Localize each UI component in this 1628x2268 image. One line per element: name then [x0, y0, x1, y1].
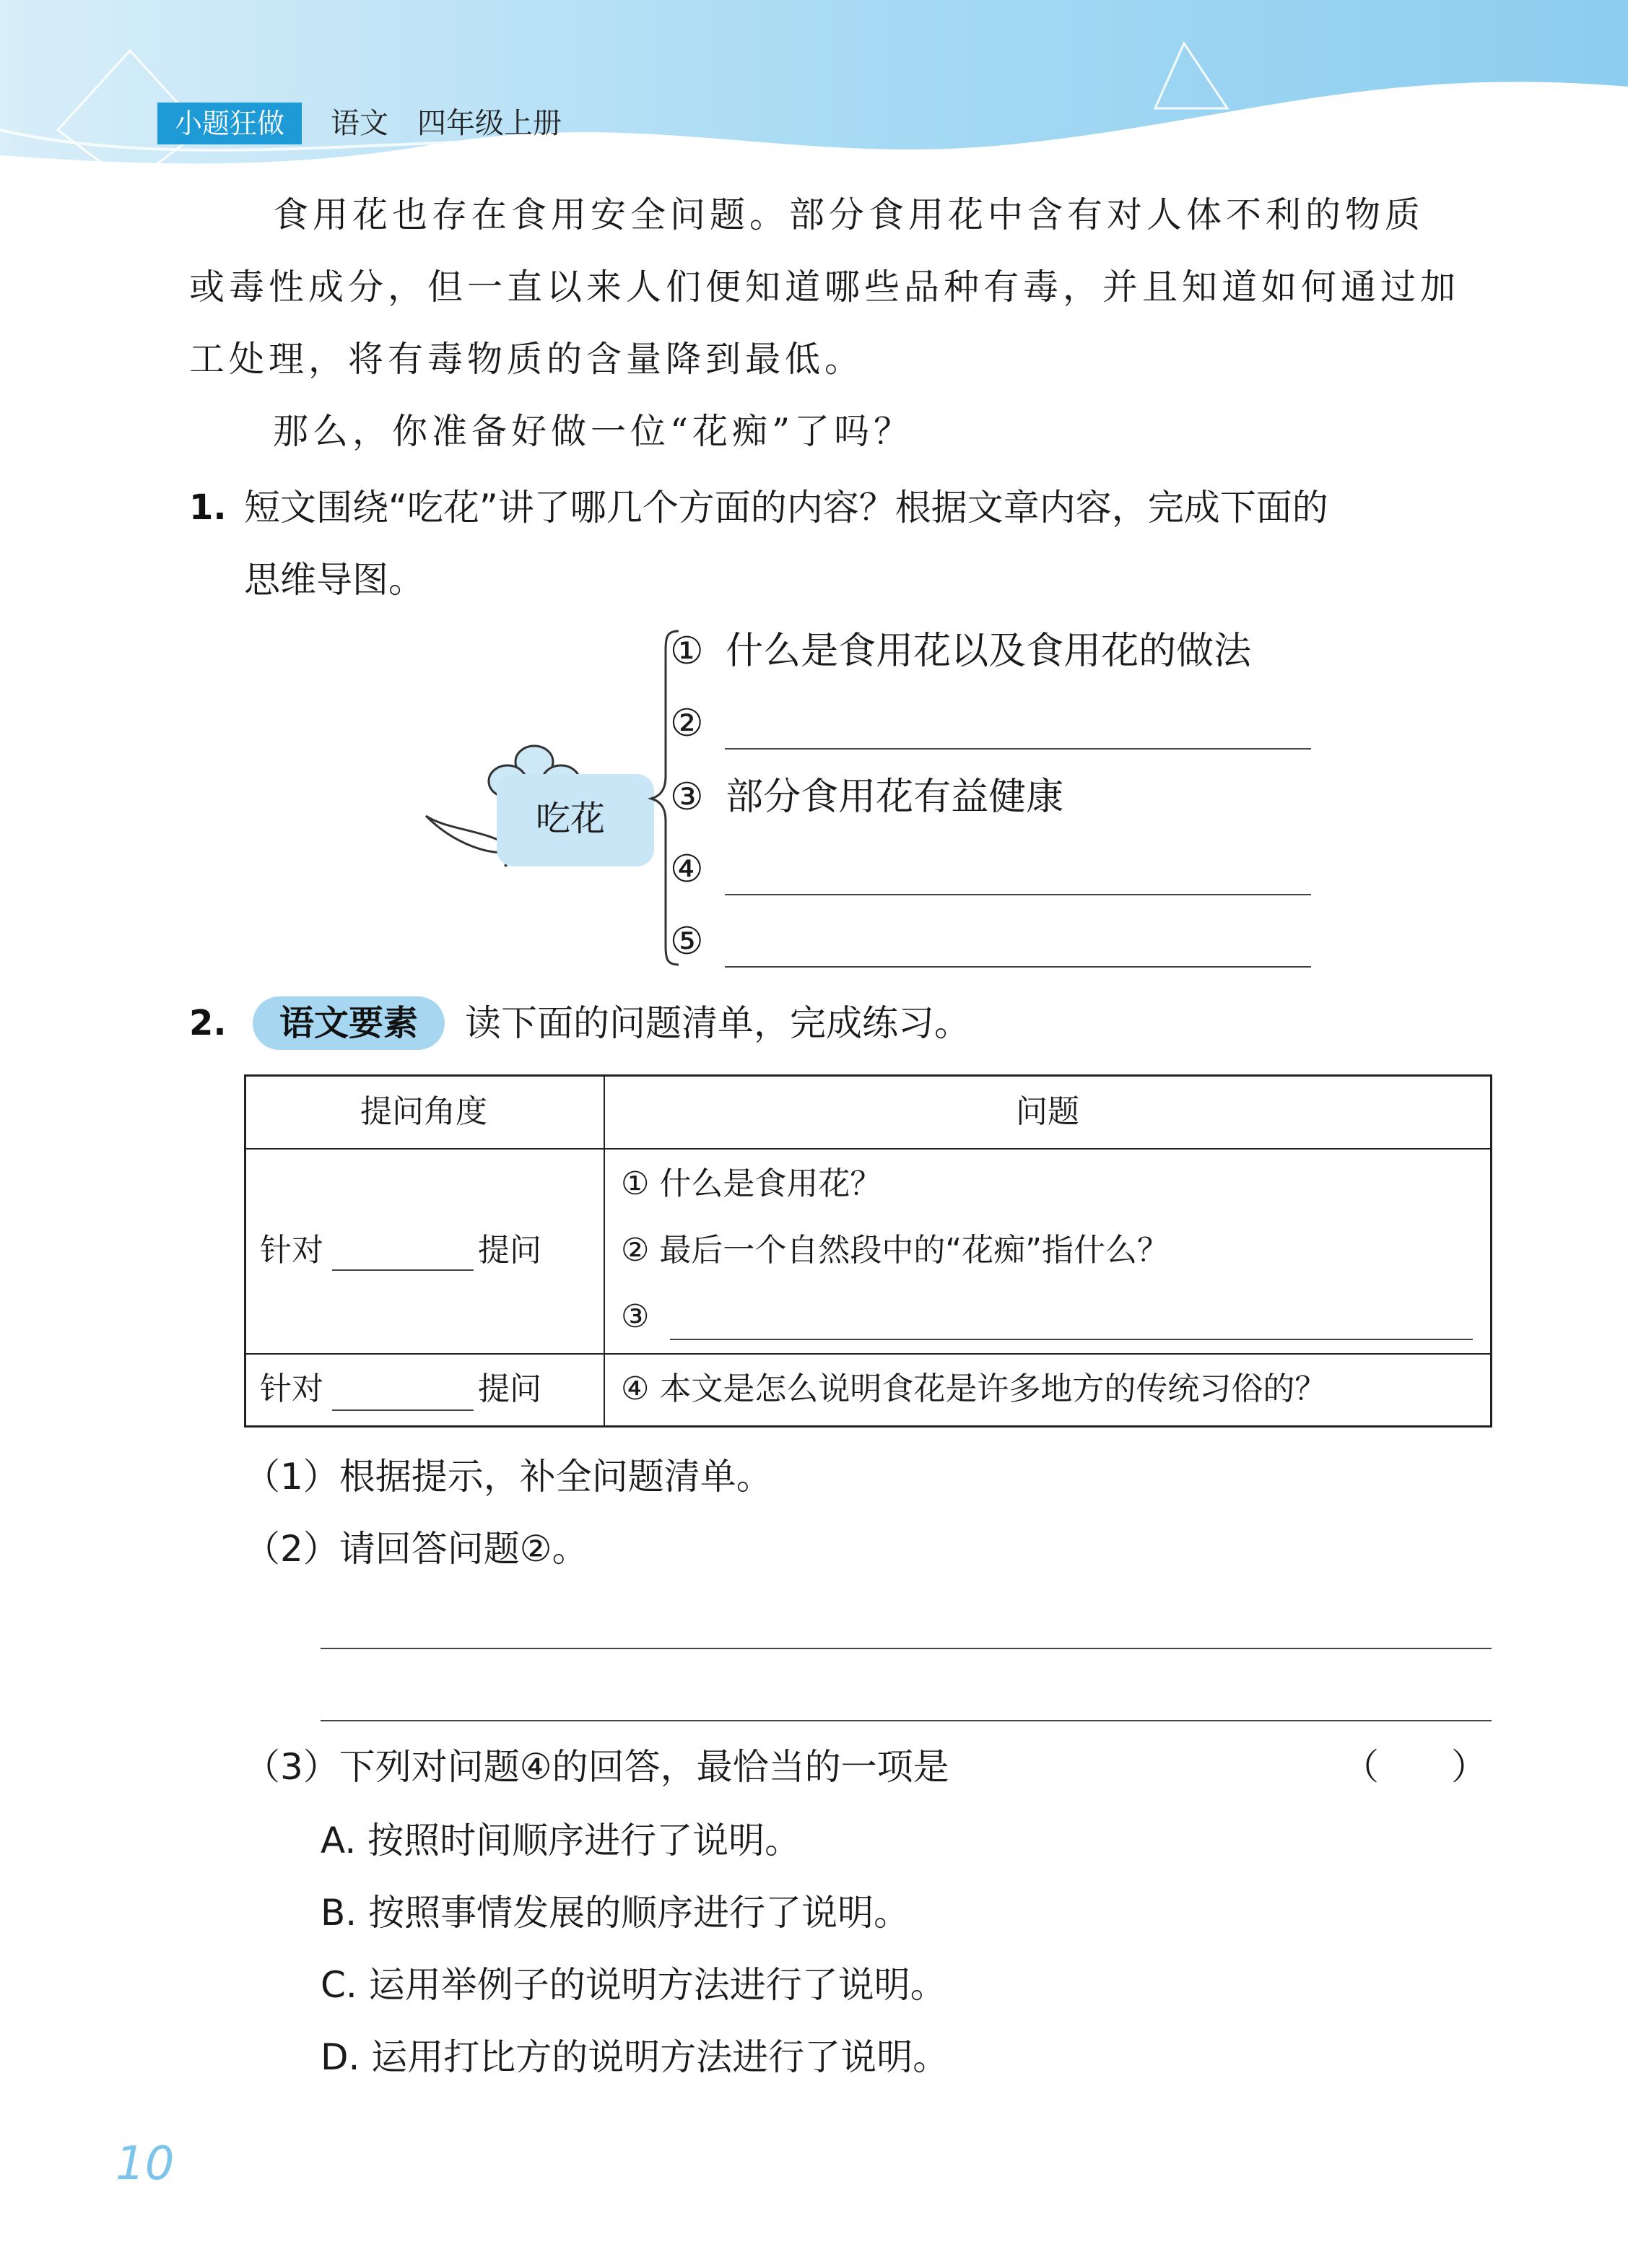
table-border-bottom [244, 1425, 1492, 1428]
passage-p1-line2: 或毒性成分，但一直以来人们便知道哪些品种有毒，并且知道如何通过加 [189, 266, 1461, 308]
row1-question-2: ② 最后一个自然段中的“花痴”指什么？ [621, 1232, 1170, 1269]
question-1-line1: 短文围绕“吃花”讲了哪几个方面的内容？根据文章内容，完成下面的 [244, 487, 1328, 529]
table-divider-row [244, 1353, 1492, 1355]
row2-angle-blank[interactable] [332, 1409, 474, 1411]
row2-question-4: ④ 本文是怎么说明食花是许多地方的传统习俗的？ [621, 1370, 1327, 1407]
option-c[interactable]: C. 运用举例子的说明方法进行了说明。 [321, 1964, 946, 2006]
row1-angle-suffix: 提问 [478, 1232, 541, 1269]
mindmap-item-2-blank[interactable] [725, 748, 1311, 750]
mindmap-item-2-num: ② [670, 702, 704, 745]
mindmap-item-1-num: ① [670, 630, 704, 673]
passage-p1-line3: 工处理，将有毒物质的含量降到最低。 [189, 339, 865, 380]
table-divider-header [244, 1148, 1492, 1150]
question-2-number: 2. [189, 1003, 227, 1043]
mindmap-center-label: 吃花 [536, 799, 606, 839]
mindmap-item-4 [670, 846, 704, 892]
mindmap-item-1 [670, 628, 1251, 674]
row2-angle-prefix: 针对 [260, 1370, 323, 1407]
subject-label: 语文 [331, 107, 388, 140]
passage-p2: 那么，你准备好做一位“花痴”了吗？ [273, 411, 914, 452]
mindmap-item-3 [670, 774, 1063, 820]
table-border-top [244, 1074, 1492, 1077]
row2-angle-suffix: 提问 [478, 1370, 541, 1407]
mindmap-item-5-num: ⑤ [670, 920, 704, 963]
row1-angle-prefix: 针对 [260, 1232, 323, 1269]
question-1-line2: 思维导图。 [244, 559, 425, 601]
table-header-angle: 提问角度 [360, 1093, 487, 1130]
subquestion-3: （3）下列对问题④的回答，最恰当的一项是 [244, 1746, 949, 1788]
row1-angle-blank[interactable] [332, 1269, 474, 1271]
table-border-right [1490, 1074, 1492, 1428]
table-header-question: 问题 [1016, 1093, 1079, 1130]
row1-question-3: ③ [621, 1298, 650, 1335]
row1-question-3-blank[interactable] [670, 1339, 1473, 1340]
mindmap-item-4-blank[interactable] [725, 894, 1311, 895]
row1-question-1: ① 什么是食用花？ [621, 1165, 882, 1202]
mindmap-item-3-text: 部分食用花有益健康 [726, 775, 1064, 819]
chinese-elements-badge: 语文要素 [253, 996, 445, 1050]
mindmap-item-5-blank[interactable] [725, 966, 1311, 968]
answer-line-2[interactable] [321, 1720, 1492, 1721]
passage-p1-line1: 食用花也存在食用安全问题。部分食用花中含有对人体不利的物质 [273, 194, 1425, 235]
mindmap-item-3-num: ③ [670, 775, 704, 819]
option-d[interactable]: D. 运用打比方的说明方法进行了说明。 [321, 2036, 949, 2078]
subquestion-2: （2）请回答问题②。 [244, 1528, 588, 1570]
mindmap-item-4-num: ④ [670, 848, 704, 891]
answer-parentheses[interactable]: （ ） [1343, 1746, 1487, 1788]
option-a[interactable]: A. 按照时间顺序进行了说明。 [321, 1820, 801, 1861]
question-1-number: 1. [189, 487, 227, 528]
grade-label: 四年级上册 [417, 107, 562, 140]
mindmap-item-5 [670, 918, 704, 965]
answer-line-1[interactable] [321, 1648, 1492, 1649]
subquestion-1: （1）根据提示，补全问题清单。 [244, 1456, 772, 1498]
mindmap-item-2 [670, 700, 704, 747]
page-number: 10 [116, 2137, 175, 2191]
option-b[interactable]: B. 按照事情发展的顺序进行了说明。 [321, 1892, 910, 1934]
mindmap-item-1-text: 什么是食用花以及食用花的做法 [726, 630, 1252, 673]
question-2-prompt: 读下面的问题清单，完成练习。 [465, 1002, 970, 1044]
book-series-tag: 小题狂做 [157, 103, 302, 144]
